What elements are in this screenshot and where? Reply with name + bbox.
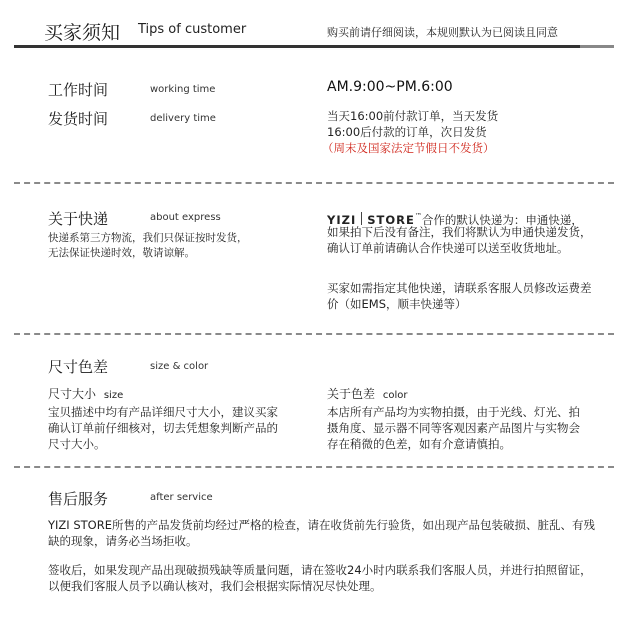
express-left-text: 快递系第三方物流，我们只保证按时发货，无法保证快递时效，敬请谅解。 [48, 232, 248, 259]
size-title-cn: 尺寸大小 [48, 387, 97, 401]
working-time-value: AM.9:00~PM.6:00 [327, 79, 453, 95]
size-title-en: size [103, 390, 124, 401]
delivery-time-label-en: delivery time [150, 113, 216, 124]
brand-store: STORE [367, 213, 415, 227]
header-notice: 购买前请仔细阅读，本规则默认为已阅读且同意 [327, 26, 558, 39]
size-title [48, 385, 123, 402]
after-service-para-1: YIZI STORE所售的产品发货前均经过严格的检查，请在收货前先行验货，如出现产品包装破损、脏乱、有残缺的现象，请务必当场拒收。 [48, 518, 595, 548]
section-divider [14, 466, 614, 468]
after-service-label: 售后服务 [48, 490, 109, 508]
header-divider-accent [580, 45, 614, 48]
express-right-text: 如果拍下后没有备注，我们将默认为申通快递发货，确认订单前请确认合作快递可以送至收货地址。 [327, 225, 592, 255]
delivery-line-1: 当天16:00前付款订单，当天发货 [327, 109, 499, 123]
color-text: 本店所有产品均为实物拍摄，由于光线、灯光、拍摄角度、显示器不同等客观因素产品图片与实物会存在稍微的色差，如有介意请慎拍。 [327, 405, 580, 451]
after-service-para-2: 签收后，如果发现产品出现破损残缺等质量问题，请在签收24小时内联系我们客服人员，并进行拍照留证，以便我们客服人员予以确认核对，我们会根据实际情况尽快处理。 [48, 563, 592, 593]
brand-yizi: YIZI [327, 213, 357, 227]
page-title: 买家须知 [44, 22, 121, 44]
working-time-label: 工作时间 [48, 81, 109, 99]
express-label-en: about express [150, 212, 221, 223]
header-divider [14, 45, 614, 48]
express-default-courier: 合作的默认快递为：申通快递， [421, 213, 583, 227]
color-title [327, 385, 407, 402]
page-subtitle: Tips of customer [138, 22, 247, 37]
delivery-line-2: 16:00后付款的订单，次日发货 [327, 125, 487, 139]
size-color-label-en: size & color [150, 361, 209, 372]
delivery-time-label: 发货时间 [48, 110, 109, 128]
section-divider [14, 333, 614, 335]
express-custom-courier-text: 买家如需指定其他快递，请联系客服人员修改运费差价（如EMS，顺丰快递等） [327, 281, 592, 311]
color-title-cn: 关于色差 [327, 387, 376, 401]
after-service-label-en: after service [150, 492, 213, 503]
delivery-holiday-note: （周末及国家法定节假日不发货） [322, 141, 495, 155]
express-label: 关于快递 [48, 210, 109, 228]
working-time-label-en: working time [150, 84, 216, 95]
size-color-label: 尺寸色差 [48, 358, 109, 376]
color-title-en: color [382, 390, 408, 401]
section-divider [14, 182, 614, 184]
brand-trademark: ™ [414, 212, 422, 220]
size-text: 宝贝描述中均有产品详细尺寸大小，建议买家确认订单前仔细核对，切去凭想象判断产品的尺寸大小。 [48, 405, 278, 451]
